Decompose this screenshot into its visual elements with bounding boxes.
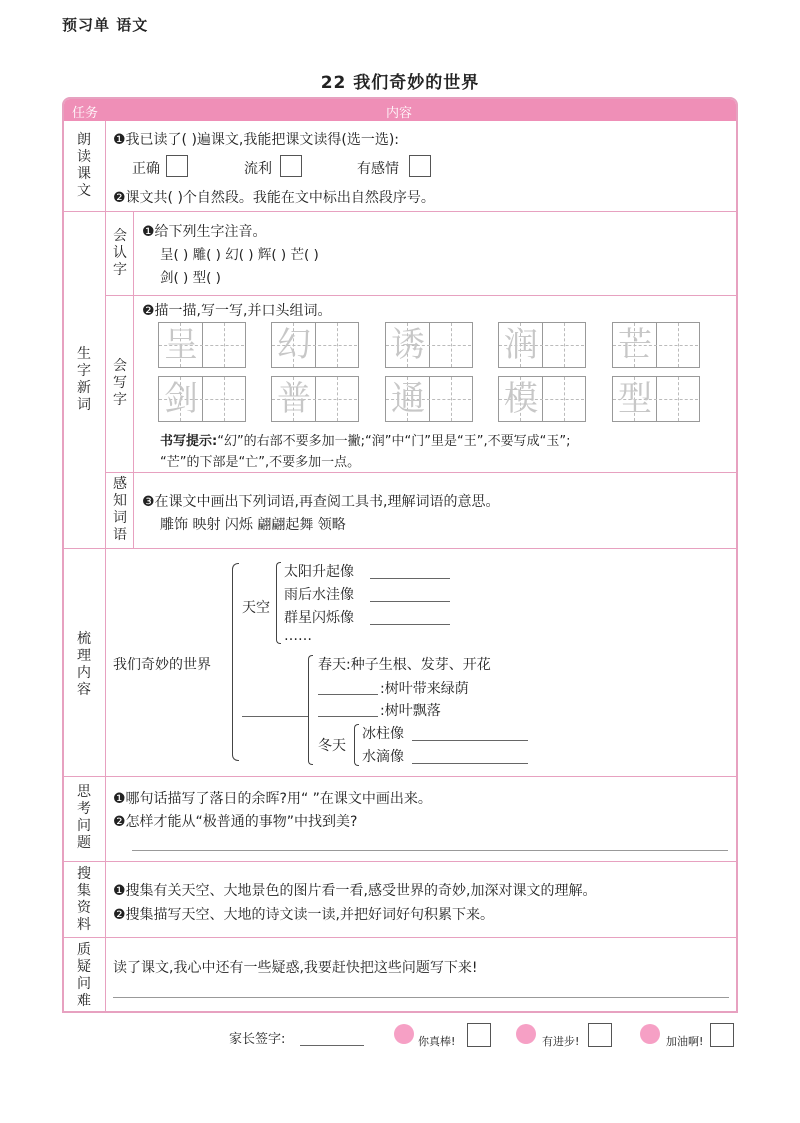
option-correct-checkbox[interactable]: [166, 155, 188, 177]
section-label-new-words: 生字新词: [77, 346, 91, 413]
subcolumn-divider: [133, 211, 134, 548]
season-blank-1[interactable]: [318, 694, 378, 695]
think-question-2: ❷怎样才能从“极普通的事物”中找到美?: [113, 814, 358, 830]
winter-blank-1[interactable]: [412, 740, 528, 741]
trace-character: 模: [504, 379, 538, 419]
sky-blank-2[interactable]: [370, 601, 450, 602]
writing-tip-line-2: “芒”的下部是“亡”,不要多加一点。: [160, 455, 361, 470]
trace-character: 诱: [391, 325, 425, 365]
rating-cheer-checkbox[interactable]: [710, 1023, 734, 1047]
section-label-collect: 搜集资料: [77, 866, 91, 933]
season-mid-2: :树叶飘落: [380, 703, 441, 719]
row-divider: [62, 548, 738, 549]
earth-blank[interactable]: [242, 716, 308, 717]
winter-item-1: 冰柱像: [362, 726, 404, 742]
writing-grid-cell[interactable]: [385, 322, 473, 368]
parent-sign-line[interactable]: [300, 1045, 364, 1046]
rating-progress-checkbox[interactable]: [588, 1023, 612, 1047]
winter-item-2: 水滴像: [362, 749, 404, 765]
rating-great-checkbox[interactable]: [467, 1023, 491, 1047]
think-question-1: ❶哪句话描写了落日的余晖?用“ ”在课文中画出来。: [113, 791, 432, 807]
writing-tip-line-1: 书写提示:“幻”的右部不要多加一撇;“润”中“门”里是“王”,不要写成“玉”;: [160, 434, 571, 449]
sky-item-3: 群星闪烁像: [284, 610, 354, 626]
writing-grid-cell[interactable]: [271, 376, 359, 422]
option-expressive-checkbox[interactable]: [409, 155, 431, 177]
doubt-answer-line[interactable]: [113, 997, 729, 998]
sub-label-write: 会写字: [113, 358, 127, 408]
collect-item-1: ❶搜集有关天空、大地景色的图片看一看,感受世界的奇妙,加深对课文的理解。: [113, 883, 597, 899]
trace-character: 通: [391, 379, 425, 419]
winter-blank-2[interactable]: [412, 763, 528, 764]
rating-cheer-label: 加油啊!: [666, 1035, 704, 1048]
trace-character: 润: [504, 325, 538, 365]
row-divider: [62, 776, 738, 777]
sky-item-1: 太阳升起像: [284, 564, 354, 580]
reading-question-1: ❶我已读了( )遍课文,我能把课文读得(选一选):: [113, 132, 400, 148]
section-label-reading: 朗读课文: [77, 132, 91, 199]
option-correct-label: 正确: [132, 161, 160, 177]
option-fluent-checkbox[interactable]: [280, 155, 302, 177]
winter-brace: [354, 724, 359, 766]
writing-grid-cell[interactable]: [271, 322, 359, 368]
write-intro: ❷描一描,写一写,并口头组词。: [142, 303, 332, 319]
perceive-intro: ❸在课文中画出下列词语,再查阅工具书,理解词语的意思。: [142, 494, 500, 510]
writing-grid-cell[interactable]: [612, 376, 700, 422]
writing-grid-cell[interactable]: [612, 322, 700, 368]
writing-grid-cell[interactable]: [498, 322, 586, 368]
header-task: 任务: [72, 106, 99, 121]
doubt-prompt: 读了课文,我心中还有一些疑惑,我要赶快把这些问题写下来!: [113, 960, 478, 976]
rating-progress-label: 有进步!: [542, 1035, 580, 1048]
row-divider: [62, 211, 738, 212]
row-divider: [62, 861, 738, 862]
table-header: [64, 99, 736, 121]
writing-grid-cell[interactable]: [158, 322, 246, 368]
vocab-words: 雕饰 映射 闪烁 翩翩起舞 领略: [160, 517, 346, 533]
parent-sign-label: 家长签字:: [229, 1032, 286, 1047]
pinyin-row-1: 呈( ) 雕( ) 幻( ) 辉( ) 芒( ): [160, 247, 319, 263]
section-label-organize: 梳理内容: [77, 631, 91, 698]
season-mid-1: :树叶带来绿荫: [380, 681, 469, 697]
season-spring: 春天:种子生根、发芽、开花: [318, 657, 491, 673]
reading-question-2: ❷课文共( )个自然段。我能在文中标出自然段序号。: [113, 190, 435, 206]
option-fluent-label: 流利: [244, 161, 272, 177]
writing-grid-cell[interactable]: [158, 376, 246, 422]
sub-row-divider: [105, 472, 738, 473]
pinyin-row-2: 剑( ) 型( ): [160, 270, 221, 286]
rating-great-label: 你真棒!: [418, 1035, 456, 1048]
sky-item-2: 雨后水洼像: [284, 587, 354, 603]
mindmap-sky: 天空: [242, 600, 270, 616]
section-label-thinking: 思考问题: [77, 784, 91, 851]
trace-character: 芒: [618, 325, 652, 365]
season-blank-2[interactable]: [318, 716, 378, 717]
sub-row-divider: [105, 295, 738, 296]
sky-blank-1[interactable]: [370, 578, 450, 579]
trace-character: 剑: [164, 379, 198, 419]
root-brace: [232, 563, 239, 761]
writing-grid-cell[interactable]: [498, 376, 586, 422]
sub-label-perceive: 感知词语: [113, 476, 127, 543]
smiley-icon: [640, 1024, 660, 1044]
sky-item-4: ……: [284, 628, 312, 644]
writing-grid-cell[interactable]: [385, 376, 473, 422]
sky-blank-3[interactable]: [370, 624, 450, 625]
sky-brace: [276, 562, 281, 644]
trace-character: 普: [277, 379, 311, 419]
column-divider: [105, 121, 106, 1013]
header-content: 内容: [386, 106, 413, 121]
trace-character: 幻: [277, 325, 311, 365]
earth-brace: [308, 655, 313, 765]
worksheet-header: 预习单 语文: [62, 16, 149, 34]
season-winter: 冬天: [318, 738, 346, 754]
row-divider: [62, 937, 738, 938]
page-title: 22 我们奇妙的世界: [320, 73, 480, 93]
trace-character: 型: [618, 379, 652, 419]
option-expressive-label: 有感情: [357, 161, 399, 177]
collect-item-2: ❷搜集描写天空、大地的诗文读一读,并把好词好句积累下来。: [113, 907, 494, 923]
sub-label-recognize: 会认字: [113, 228, 127, 278]
trace-character: 呈: [164, 325, 198, 365]
answer-line[interactable]: [132, 850, 728, 851]
recognize-intro: ❶给下列生字注音。: [142, 224, 267, 240]
smiley-icon: [394, 1024, 414, 1044]
mindmap-root: 我们奇妙的世界: [113, 657, 211, 673]
smiley-icon: [516, 1024, 536, 1044]
section-label-question: 质疑问难: [77, 942, 91, 1009]
